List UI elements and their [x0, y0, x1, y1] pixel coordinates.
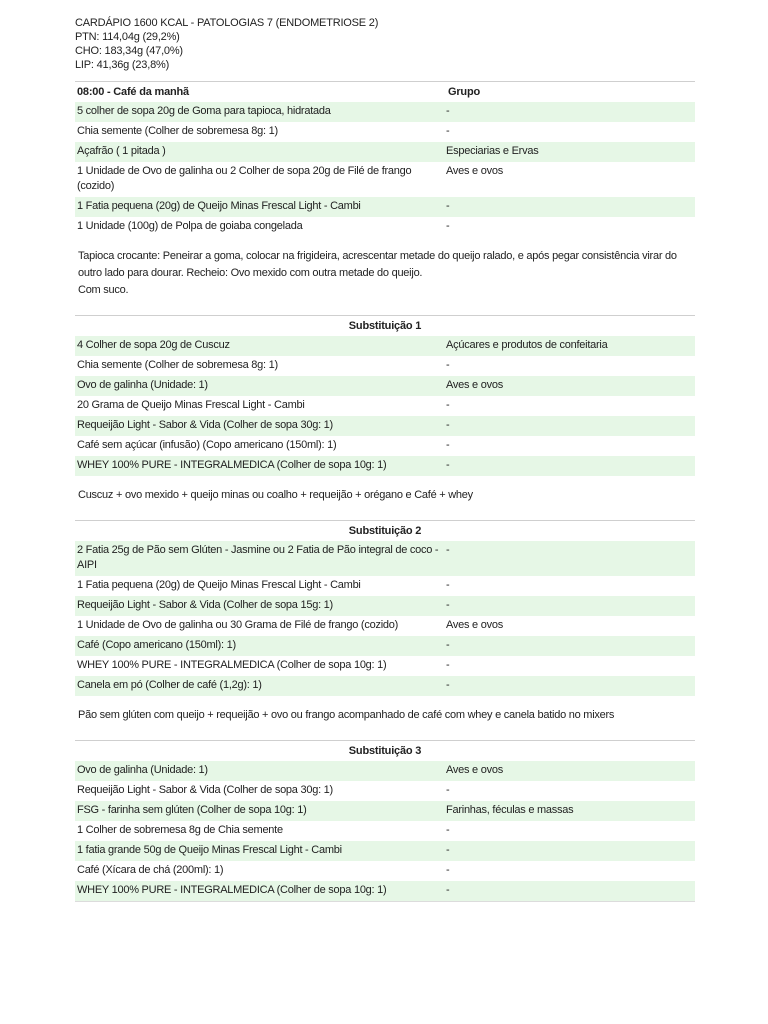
- food-item: 1 fatia grande 50g de Queijo Minas Frescal Light - Cambi: [77, 844, 342, 856]
- table-row: [75, 197, 695, 217]
- food-group: -: [446, 544, 450, 556]
- meal-table-header: [75, 81, 695, 102]
- food-group: -: [446, 679, 450, 691]
- plan-title: CARDÁPIO 1600 KCAL - PATOLOGIAS 7 (ENDOMETRIOSE 2): [75, 17, 379, 29]
- food-group: Especiarias e Ervas: [446, 145, 539, 157]
- table-row: [75, 576, 695, 596]
- food-item: FSG - farinha sem glúten (Colher de sopa 10g: 1): [77, 804, 307, 816]
- table-row: [75, 821, 695, 841]
- food-item: 1 Colher de sobremesa 8g de Chia semente: [77, 824, 283, 836]
- food-item: Ovo de galinha (Unidade: 1): [77, 764, 208, 776]
- food-group: Aves e ovos: [446, 165, 503, 177]
- substitution-note: [75, 696, 695, 740]
- group-column-header: Grupo: [448, 86, 480, 98]
- table-row: [75, 436, 695, 456]
- food-item: 1 Fatia pequena (20g) de Queijo Minas Frescal Light - Cambi: [77, 579, 361, 591]
- table-row: [75, 861, 695, 881]
- table-row: [75, 336, 695, 356]
- food-group: -: [446, 639, 450, 651]
- table-row: [75, 102, 695, 122]
- note-line: outro lado para dourar. Recheio: Ovo mexido com outra metade do queijo.: [78, 267, 423, 279]
- table-row: [75, 781, 695, 801]
- food-group: -: [446, 864, 450, 876]
- table-row: [75, 881, 695, 901]
- food-item: 4 Colher de sopa 20g de Cuscuz: [77, 339, 230, 351]
- food-group: Açúcares e produtos de confeitaria: [446, 339, 608, 351]
- table-row: [75, 376, 695, 396]
- food-item: Requeijão Light - Sabor & Vida (Colher de sopa 30g: 1): [77, 419, 333, 431]
- table-row: [75, 396, 695, 416]
- food-group: -: [446, 419, 450, 431]
- substitution-title: Substituição 1: [75, 315, 695, 336]
- table-row: [75, 416, 695, 436]
- note-line: Com suco.: [78, 284, 129, 296]
- protein-summary: PTN: 114,04g (29,2%): [75, 31, 180, 43]
- table-row: [75, 142, 695, 162]
- meal-title: 08:00 - Café da manhã: [77, 86, 189, 98]
- substitution-rows: [75, 761, 695, 901]
- carb-summary: CHO: 183,34g (47,0%): [75, 45, 183, 57]
- food-item: Ovo de galinha (Unidade: 1): [77, 379, 208, 391]
- table-row: [75, 162, 695, 197]
- food-group: Farinhas, féculas e massas: [446, 804, 574, 816]
- note-line: Pão sem glúten com queijo + requeijão + ovo ou frango acompanhado de café com whey e canela batido no mixers: [78, 709, 615, 721]
- food-group: -: [446, 105, 450, 117]
- food-item: Café sem açúcar (infusão) (Copo americano (150ml): 1): [77, 439, 337, 451]
- table-row: [75, 217, 695, 237]
- meal-block: [75, 81, 695, 315]
- food-group: -: [446, 599, 450, 611]
- food-item: WHEY 100% PURE - INTEGRALMEDICA (Colher de sopa 10g: 1): [77, 459, 387, 471]
- table-row: [75, 541, 695, 576]
- table-row: [75, 596, 695, 616]
- substitution-block-3: [75, 740, 695, 902]
- food-group: -: [446, 439, 450, 451]
- food-item: Chia semente (Colher de sobremesa 8g: 1): [77, 359, 278, 371]
- food-group: -: [446, 220, 450, 232]
- food-item: Café (Xícara de chá (200ml): 1): [77, 864, 224, 876]
- food-group: Aves e ovos: [446, 379, 503, 391]
- food-item: Chia semente (Colher de sobremesa 8g: 1): [77, 125, 278, 137]
- substitution-title: Substituição 2: [75, 520, 695, 541]
- meal-rows: [75, 102, 695, 237]
- food-item: 5 colher de sopa 20g de Goma para tapioca, hidratada: [77, 105, 331, 117]
- food-group: -: [446, 784, 450, 796]
- food-item: 1 Unidade de Ovo de galinha ou 30 Grama de Filé de frango (cozido): [77, 619, 399, 631]
- substitution-title: Substituição 3: [75, 740, 695, 761]
- substitution-rows: [75, 541, 695, 696]
- table-row: [75, 676, 695, 696]
- food-group: -: [446, 459, 450, 471]
- food-item: 1 Fatia pequena (20g) de Queijo Minas Frescal Light - Cambi: [77, 200, 361, 212]
- table-row: [75, 456, 695, 476]
- food-item: 1 Unidade (100g) de Polpa de goiaba congelada: [77, 220, 303, 232]
- food-item: Canela em pó (Colher de café (1,2g): 1): [77, 679, 262, 691]
- food-item: Café (Copo americano (150ml): 1): [77, 639, 236, 651]
- food-group: -: [446, 359, 450, 371]
- substitution-rows: [75, 336, 695, 476]
- substitution-block-2: [75, 520, 695, 740]
- substitution-note: [75, 476, 695, 520]
- table-row: [75, 356, 695, 376]
- food-group: -: [446, 200, 450, 212]
- table-row: [75, 636, 695, 656]
- food-group: -: [446, 824, 450, 836]
- table-row: [75, 656, 695, 676]
- food-item: WHEY 100% PURE - INTEGRALMEDICA (Colher de sopa 10g: 1): [77, 659, 387, 671]
- table-row: [75, 761, 695, 781]
- food-group: -: [446, 399, 450, 411]
- table-row: [75, 841, 695, 861]
- food-item: Requeijão Light - Sabor & Vida (Colher de sopa 30g: 1): [77, 784, 333, 796]
- note-line: Tapioca crocante: Peneirar a goma, colocar na frigideira, acrescentar metade do queijo ralado, e após pegar consistência virar do: [78, 250, 677, 262]
- document-page: [75, 16, 695, 902]
- food-item: WHEY 100% PURE - INTEGRALMEDICA (Colher de sopa 10g: 1): [77, 884, 387, 896]
- food-item: Requeijão Light - Sabor & Vida (Colher de sopa 15g: 1): [77, 599, 333, 611]
- food-item: 2 Fatia 25g de Pão sem Glúten - Jasmine ou 2 Fatia de Pão integral de coco - AIPI: [77, 544, 439, 571]
- food-group: -: [446, 659, 450, 671]
- food-group: Aves e ovos: [446, 619, 503, 631]
- table-row: [75, 122, 695, 142]
- fat-summary: LIP: 41,36g (23,8%): [75, 59, 170, 71]
- note-line: Cuscuz + ovo mexido + queijo minas ou coalho + requeijão + orégano e Café + whey: [78, 489, 473, 501]
- substitution-block-1: [75, 315, 695, 520]
- food-group: -: [446, 884, 450, 896]
- food-group: -: [446, 844, 450, 856]
- food-group: -: [446, 125, 450, 137]
- food-item: Açafrão ( 1 pitada ): [77, 145, 166, 157]
- food-item: 20 Grama de Queijo Minas Frescal Light - Cambi: [77, 399, 305, 411]
- plan-header: [75, 16, 695, 72]
- table-row: [75, 801, 695, 821]
- food-group: -: [446, 579, 450, 591]
- meal-note: [75, 237, 695, 315]
- table-row: [75, 616, 695, 636]
- food-item: 1 Unidade de Ovo de galinha ou 2 Colher de sopa 20g de Filé de frango (cozido): [77, 165, 412, 192]
- food-group: Aves e ovos: [446, 764, 503, 776]
